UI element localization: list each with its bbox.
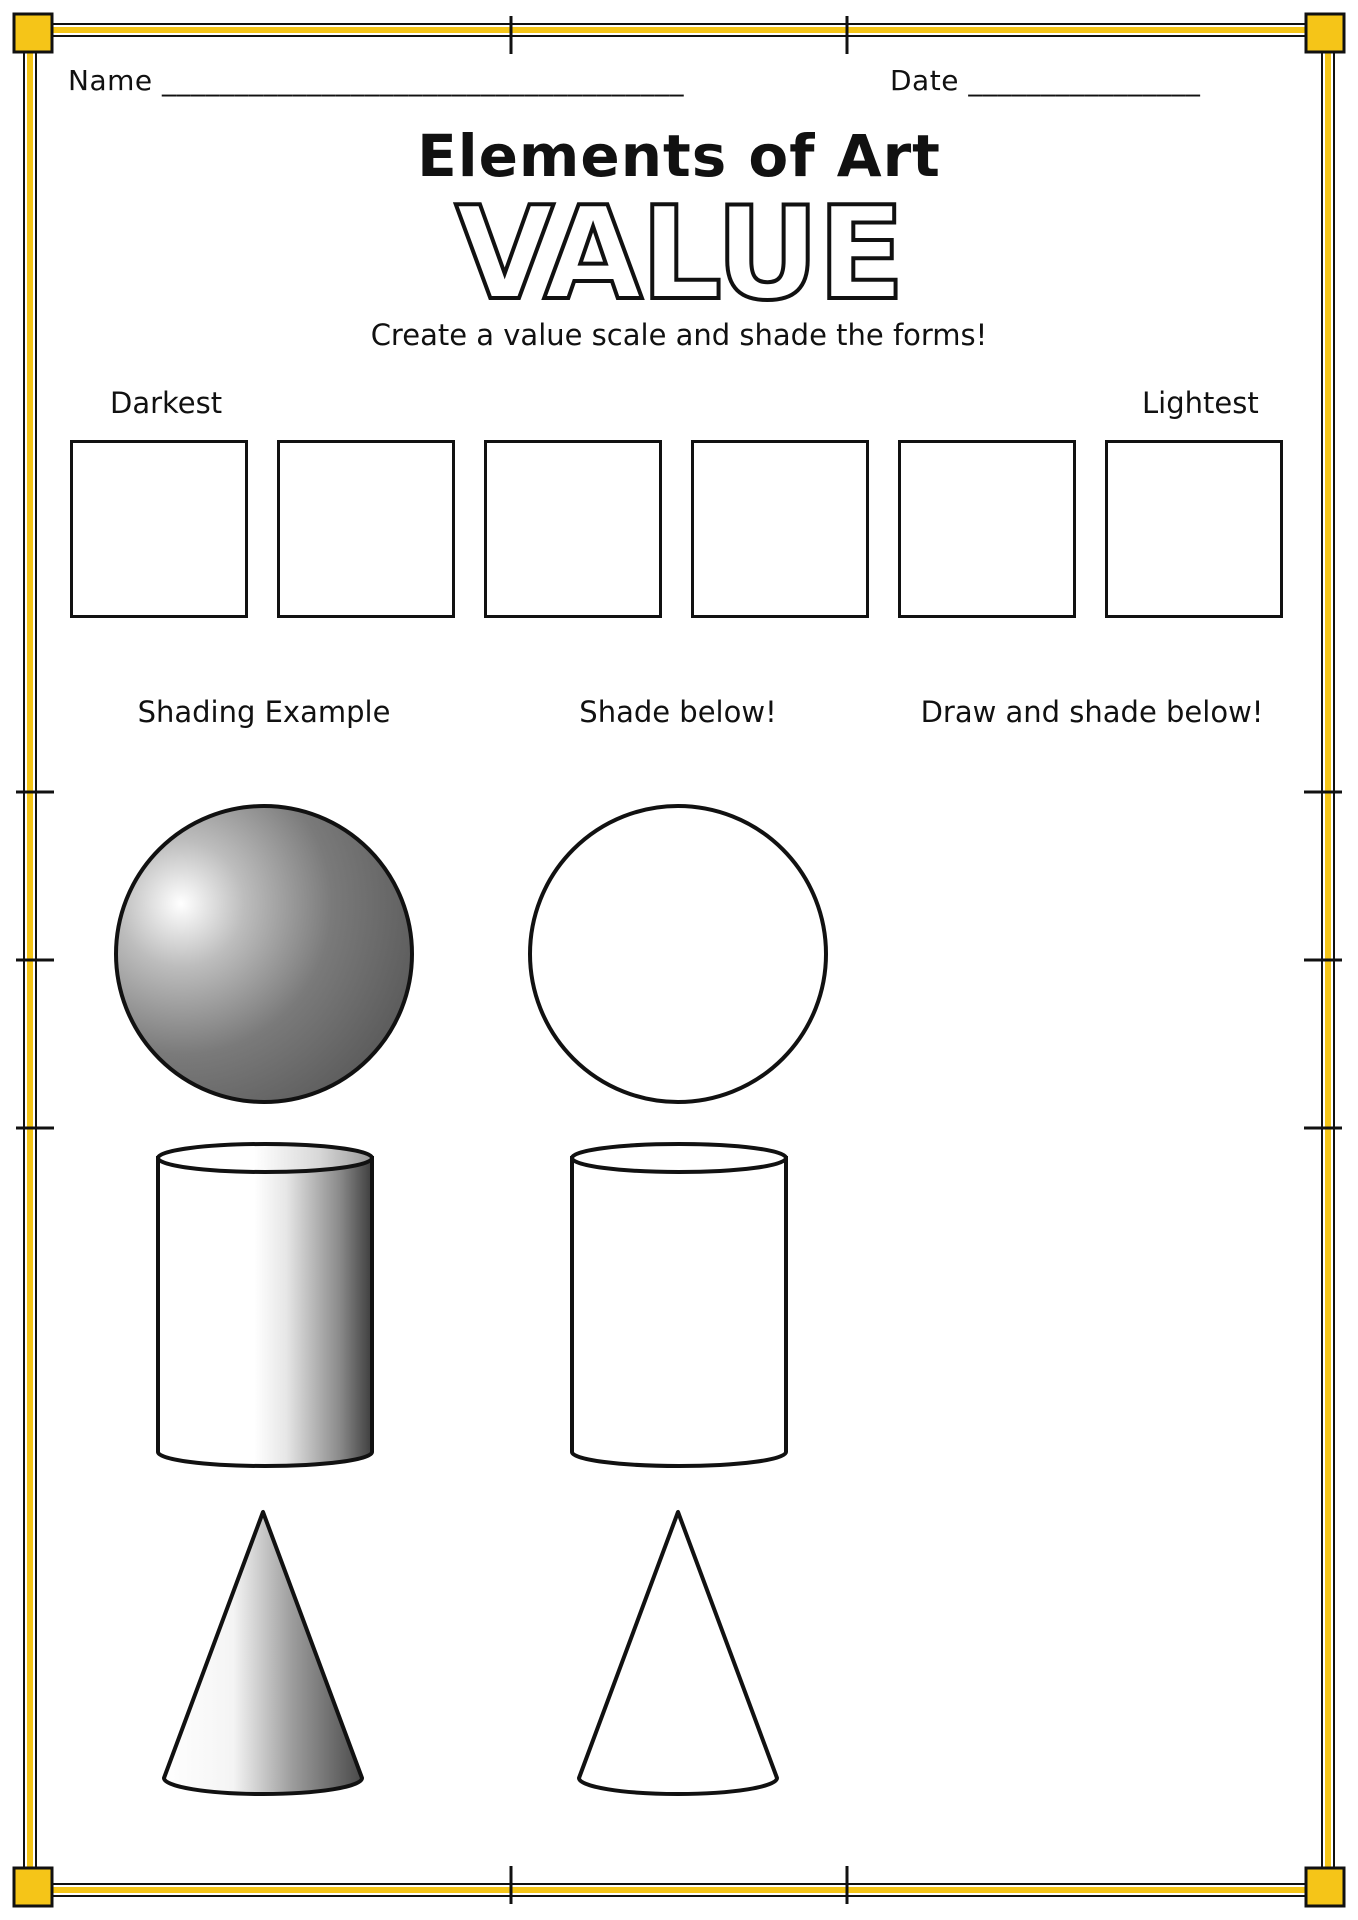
draw-area[interactable] (900, 760, 1290, 1820)
shaded-cylinder (158, 1144, 372, 1466)
darkest-label: Darkest (110, 386, 223, 420)
lightest-label: Lightest (1142, 386, 1259, 420)
shaded-sphere (116, 806, 412, 1102)
name-blank[interactable]: ____________________________________ (162, 64, 685, 97)
date-label: Date (890, 64, 959, 97)
heading-shading-example: Shading Example (137, 695, 391, 729)
name-label: Name (68, 64, 153, 97)
shaded-cone (164, 1512, 362, 1794)
heading-shade-below: Shade below! (579, 695, 777, 729)
value-word: VALUE (455, 180, 903, 329)
blank-sphere (530, 806, 826, 1102)
blank-cylinder (572, 1144, 786, 1466)
blank-cone (579, 1512, 777, 1794)
page-title: Elements of Art (417, 122, 941, 190)
heading-draw-and-shade: Draw and shade below! (920, 695, 1264, 729)
instructions: Create a value scale and shade the forms! (370, 318, 988, 352)
date-blank[interactable]: ________________ (968, 64, 1201, 97)
